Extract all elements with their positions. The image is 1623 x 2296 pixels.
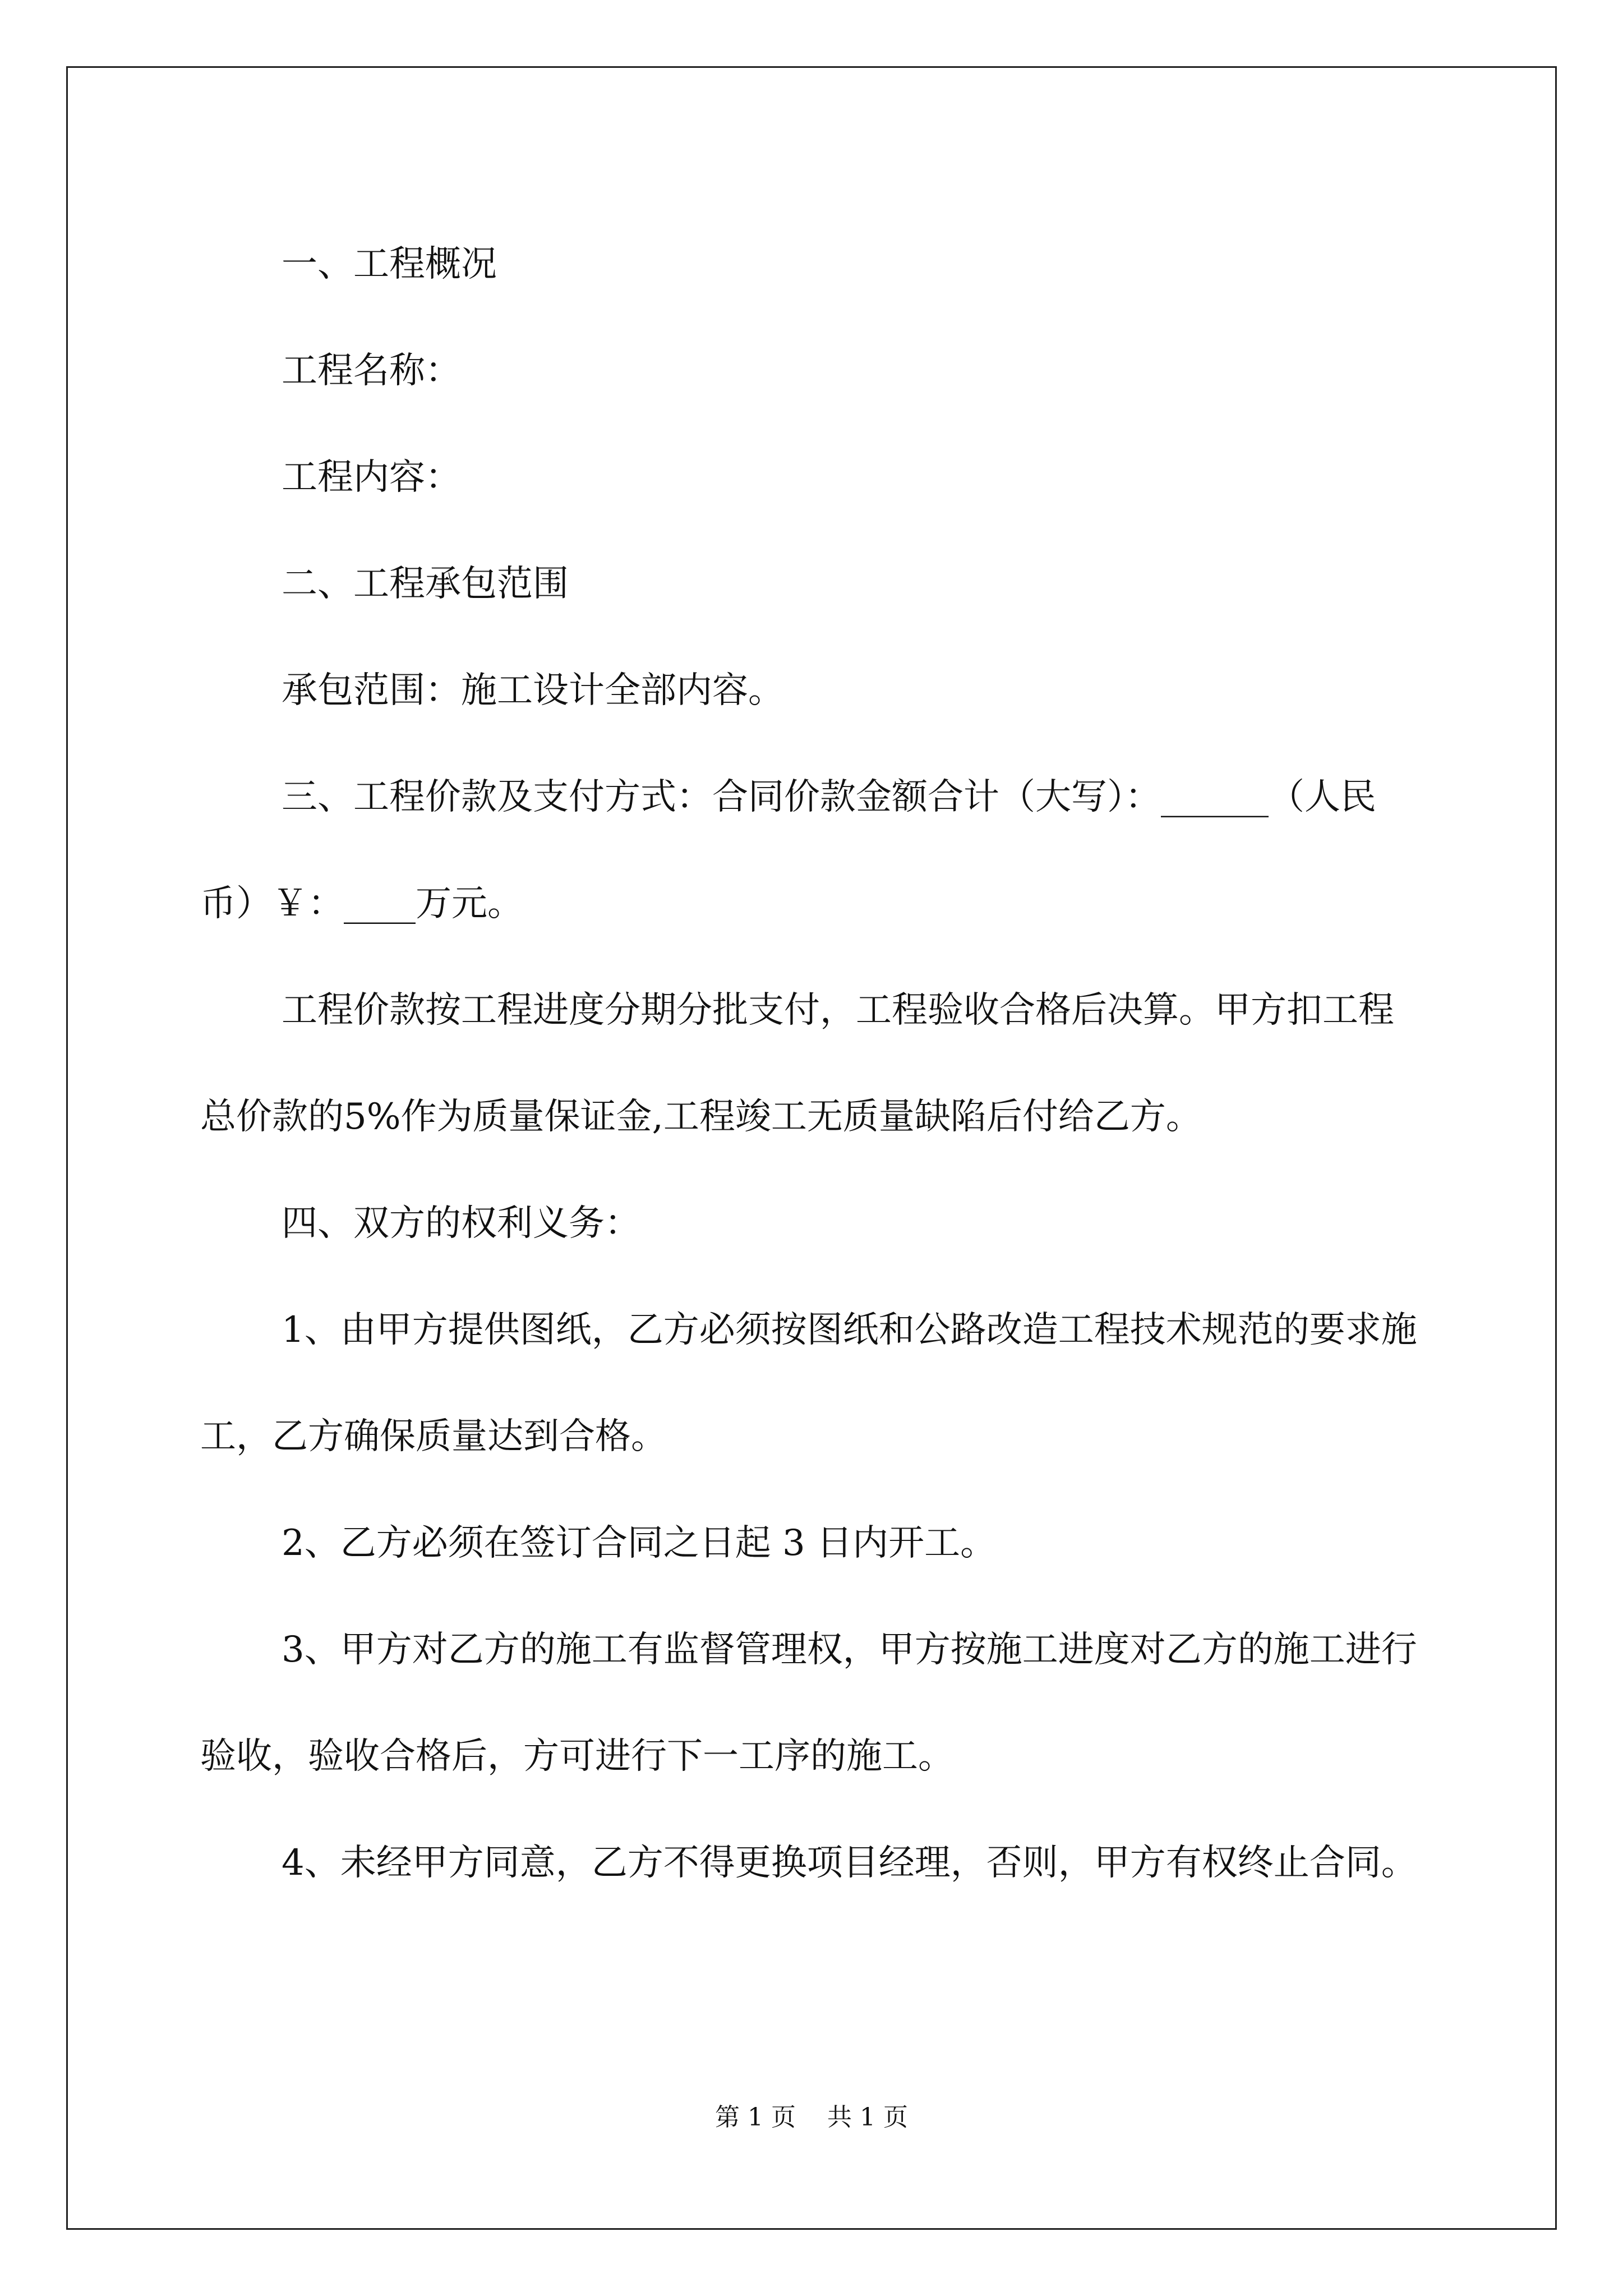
page-footer xyxy=(0,2101,1623,2134)
price-paragraph: 三、工程价款及支付方式：合同价款金额合计（大写）：______（人民币）￥：____万元。 xyxy=(200,776,1376,924)
scope-paragraph: 承包范围：施工设计全部内容。 xyxy=(282,670,784,711)
section-heading-scope: 二、工程承包范围 xyxy=(282,563,569,605)
payment-paragraph: 工程价款按工程进度分期分批支付，工程验收合格后决算。甲方扣工程总价款的5%作为质量保证金,工程竣工无质量缺陷后付给乙方。 xyxy=(200,990,1394,1138)
clause-3: 3、甲方对乙方的施工有监督管理权，甲方按施工进度对乙方的施工进行验收，验收合格后，方可进行下一工序的施工。 xyxy=(200,1629,1417,1777)
clause-4: 4、未经甲方同意，乙方不得更换项目经理，否则，甲方有权终止合同。 xyxy=(282,1842,1417,1884)
project-content-field: 工程内容： xyxy=(282,457,461,498)
page-number-current: 第 1 页 xyxy=(715,2103,796,2132)
section-heading-rights: 四、双方的权利义务： xyxy=(282,1203,640,1244)
document-body xyxy=(200,211,1428,1916)
section-heading-overview: 一、工程概况 xyxy=(282,243,497,285)
clause-2: 2、乙方必须在签订合同之日起 3 日内开工。 xyxy=(282,1522,997,1564)
clause-1: 1、由甲方提供图纸，乙方必须按图纸和公路改造工程技术规范的要求施工，乙方确保质量达到合格。 xyxy=(200,1309,1417,1457)
page-number-total: 共 1 页 xyxy=(827,2103,908,2132)
project-name-field: 工程名称： xyxy=(282,350,461,392)
